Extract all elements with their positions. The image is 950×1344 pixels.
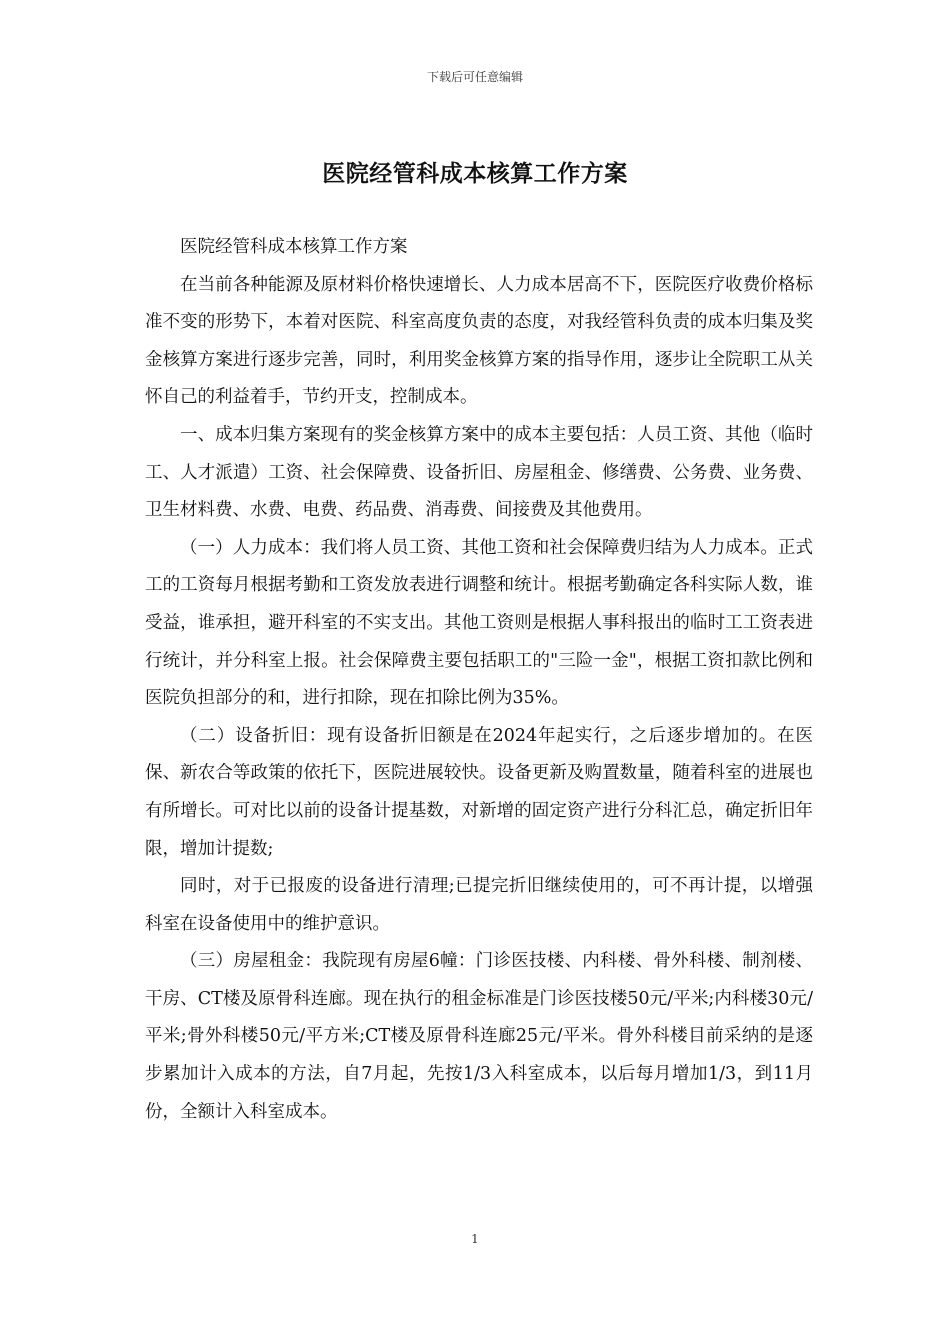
document-title: 医院经管科成本核算工作方案: [322, 160, 628, 187]
body-paragraph-subtitle: 医院经管科成本核算工作方案: [180, 237, 408, 257]
body-paragraph-depreciation-cont: 同时，对于已报废的设备进行清理;已提完折旧继续使用的，可不再计提，以增强科室在设备使用中的维护意识。: [145, 876, 813, 934]
body-paragraph-depreciation: （二）设备折旧：现有设备折旧额是在2024年起实行，之后逐步增加的。在医保、新农合等政策的依托下，医院进展较快。设备更新及购置数量，随着科室的进展也有所增长。可对比以前的设备计提基数，对新增的固定资产进行分科汇总，确定折旧年限，增加计提数;: [145, 725, 813, 859]
body-paragraph-labor-cost: （一）人力成本：我们将人员工资、其他工资和社会保障费归结为人力成本。正式工的工资每月根据考勤和工资发放表进行调整和统计。根据考勤确定各科实际人数，谁受益，谁承担，避开科室的不实支出。其他工资则是根据人事科报出的临时工工资表进行统计，并分科室上报。社会保障费主要包括职工的"三险一金"，根据工资扣款比例和医院负担部分的和，进行扣除，现在扣除比例为35%。: [145, 537, 813, 709]
page-number: 1: [471, 1232, 479, 1246]
body-paragraph-intro: 在当前各种能源及原材料价格快速增长、人力成本居高不下，医院医疗收费价格标准不变的形势下，本着对医院、科室高度负责的态度，对我经管科负责的成本归集及奖金核算方案进行逐步完善，同时，利用奖金核算方案的指导作用，逐步让全院职工从关怀自己的利益着手，节约开支，控制成本。: [145, 274, 813, 408]
body-paragraph-rent: （三）房屋租金：我院现有房屋6幢：门诊医技楼、内科楼、骨外科楼、制剂楼、干房、CT楼及原骨科连廊。现在执行的租金标准是门诊医技楼50元/平米;内科楼30元/平米;骨外科楼50元/平方米;CT楼及原骨科连廊25元/平米。骨外科楼目前采纳的是逐步累加计入成本的方法，自7月起，先按1/3入科室成本，以后每月增加1/3，到11月份，全额计入科室成本。: [145, 951, 813, 1122]
page-header-note: 下载后可任意编辑: [426, 70, 523, 84]
document-body: [145, 229, 813, 1131]
body-paragraph-section-one: 一、成本归集方案现有的奖金核算方案中的成本主要包括：人员工资、其他（临时工、人才派遣）工资、社会保障费、设备折旧、房屋租金、修缮费、公务费、业务费、卫生材料费、水费、电费、药品费、消毒费、间接费及其他费用。: [145, 424, 813, 521]
